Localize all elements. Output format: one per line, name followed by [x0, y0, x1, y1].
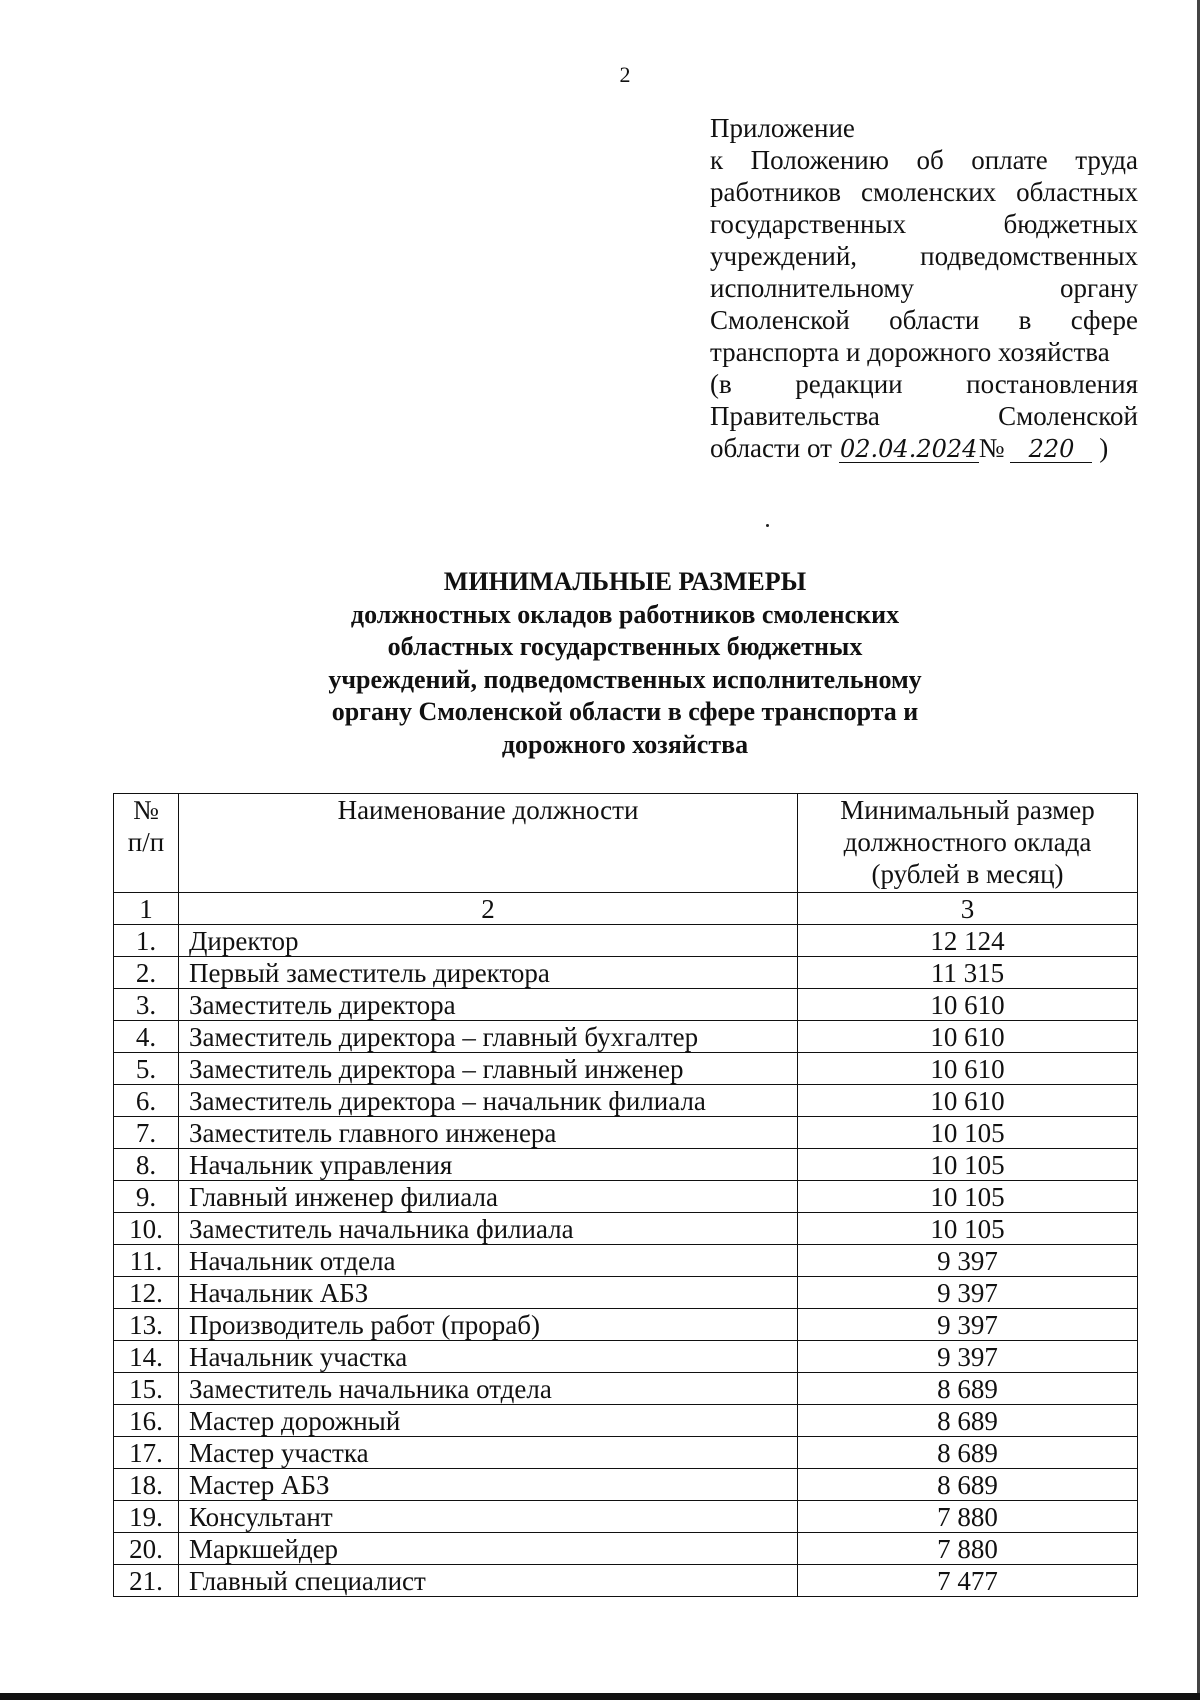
- position-name: Заместитель директора – главный инженер: [179, 1053, 798, 1085]
- appendix-line: к Положению об оплате труда: [710, 145, 1138, 175]
- row-number: 21.: [114, 1565, 179, 1597]
- salary-value: 10 105: [798, 1181, 1138, 1213]
- appendix-line: транспорта и дорожного хозяйства: [710, 337, 1110, 367]
- title-line: дорожного хозяйства: [501, 729, 749, 759]
- salary-value: 10 610: [798, 1021, 1138, 1053]
- table-row: [114, 1565, 1138, 1597]
- row-number: 11.: [114, 1245, 179, 1277]
- salary-value: 8 689: [798, 1373, 1138, 1405]
- position-name: Начальник участка: [179, 1341, 798, 1373]
- salary-value: 9 397: [798, 1309, 1138, 1341]
- position-name: Мастер дорожный: [179, 1405, 798, 1437]
- appendix-line: Приложение: [710, 113, 855, 143]
- table-row: [114, 1469, 1138, 1501]
- salary-value: 9 397: [798, 1341, 1138, 1373]
- appendix-line: Правительства Смоленской: [710, 401, 1138, 431]
- row-number: 6.: [114, 1085, 179, 1117]
- appendix-line: учреждений, подведомственных: [710, 241, 1138, 271]
- table-row: [114, 1149, 1138, 1181]
- row-number: 4.: [114, 1021, 179, 1053]
- position-name: Консультант: [179, 1501, 798, 1533]
- position-name: Начальник управления: [179, 1149, 798, 1181]
- position-name: Заместитель директора – начальник филиала: [179, 1085, 798, 1117]
- header-no: [114, 794, 179, 893]
- appendix-line: работников смоленских областных: [710, 177, 1138, 207]
- row-number: 3.: [114, 989, 179, 1021]
- salary-value: 10 610: [798, 1053, 1138, 1085]
- header-value: [798, 794, 1138, 893]
- closing-paren: ): [1099, 433, 1109, 463]
- table-row: [114, 1341, 1138, 1373]
- salary-value: 8 689: [798, 1469, 1138, 1501]
- appendix-line: исполнительному органу: [710, 273, 1138, 303]
- document-title: [260, 566, 990, 761]
- table-row: [114, 1245, 1138, 1277]
- table-row: [114, 1309, 1138, 1341]
- salary-value: 10 105: [798, 1213, 1138, 1245]
- table-header-row: [114, 794, 1138, 893]
- salary-value: 12 124: [798, 925, 1138, 957]
- position-name: Директор: [179, 925, 798, 957]
- appendix-block: [710, 112, 1138, 464]
- appendix-date-line: [710, 432, 1138, 464]
- appendix-line: Смоленской области в сфере: [710, 305, 1138, 335]
- position-name: Мастер участка: [179, 1437, 798, 1469]
- table-row: [114, 1405, 1138, 1437]
- position-name: Начальник АБЗ: [179, 1277, 798, 1309]
- row-number: 7.: [114, 1117, 179, 1149]
- position-name: Заместитель директора – главный бухгалтер: [179, 1021, 798, 1053]
- salary-value: 10 105: [798, 1149, 1138, 1181]
- salary-value: 10 610: [798, 1085, 1138, 1117]
- table-row: [114, 1373, 1138, 1405]
- row-number: 15.: [114, 1373, 179, 1405]
- table-row: [114, 1277, 1138, 1309]
- position-name: Маркшейдер: [179, 1533, 798, 1565]
- salary-value: 7 880: [798, 1533, 1138, 1565]
- table-row: [114, 1213, 1138, 1245]
- handwritten-date: 02.04.2024: [839, 435, 978, 463]
- row-number: 14.: [114, 1341, 179, 1373]
- salary-table: [113, 793, 1138, 1597]
- salary-value: 10 105: [798, 1117, 1138, 1149]
- row-number: 2.: [114, 957, 179, 989]
- title-line: учреждений, подведомственных исполнительному: [328, 664, 922, 694]
- row-number: 8.: [114, 1149, 179, 1181]
- salary-value: 11 315: [798, 957, 1138, 989]
- table-row: [114, 1181, 1138, 1213]
- table-row: [114, 1021, 1138, 1053]
- row-number: 5.: [114, 1053, 179, 1085]
- row-number: 10.: [114, 1213, 179, 1245]
- number-sign: №: [978, 433, 1005, 463]
- row-number: 1.: [114, 925, 179, 957]
- salary-value: 9 397: [798, 1245, 1138, 1277]
- column-number: 1: [114, 893, 179, 925]
- table-row: [114, 925, 1138, 957]
- column-number-row: [114, 893, 1138, 925]
- column-number: 2: [179, 893, 798, 925]
- header-name: Наименование должности: [179, 794, 798, 893]
- row-number: 17.: [114, 1437, 179, 1469]
- salary-value: 7 880: [798, 1501, 1138, 1533]
- row-number: 20.: [114, 1533, 179, 1565]
- position-name: Заместитель начальника филиала: [179, 1213, 798, 1245]
- salary-value: 9 397: [798, 1277, 1138, 1309]
- position-name: Главный специалист: [179, 1565, 798, 1597]
- row-number: 16.: [114, 1405, 179, 1437]
- position-name: Производитель работ (прораб): [179, 1309, 798, 1341]
- table-row: [114, 1117, 1138, 1149]
- salary-value: 7 477: [798, 1565, 1138, 1597]
- header-no-label: № п/п: [127, 795, 165, 857]
- header-value-label: Минимальный размер должностного оклада (рублей в месяц): [840, 795, 1095, 889]
- table-row: [114, 1501, 1138, 1533]
- row-number: 12.: [114, 1277, 179, 1309]
- table-row: [114, 1053, 1138, 1085]
- table-row: [114, 957, 1138, 989]
- position-name: Заместитель директора: [179, 989, 798, 1021]
- appendix-line: (в редакции постановления: [710, 369, 1138, 399]
- row-number: 18.: [114, 1469, 179, 1501]
- handwritten-number: 220: [1010, 436, 1092, 463]
- salary-value: 8 689: [798, 1405, 1138, 1437]
- title-line: органу Смоленской области в сфере транспорта и: [331, 697, 919, 726]
- position-name: Заместитель начальника отдела: [179, 1373, 798, 1405]
- appendix-line: государственных бюджетных: [710, 209, 1138, 239]
- appendix-date-prefix: области от: [710, 433, 832, 463]
- position-name: Первый заместитель директора: [179, 957, 798, 989]
- row-number: 9.: [114, 1181, 179, 1213]
- row-number: 19.: [114, 1501, 179, 1533]
- position-name: Мастер АБЗ: [179, 1469, 798, 1501]
- position-name: Начальник отдела: [179, 1245, 798, 1277]
- title-line: должностных окладов работников смоленских: [350, 599, 900, 629]
- salary-value: 10 610: [798, 989, 1138, 1021]
- table-row: [114, 1085, 1138, 1117]
- scan-bottom-edge: [0, 1693, 1200, 1700]
- position-name: Заместитель главного инженера: [179, 1117, 798, 1149]
- page-number: 2: [619, 62, 631, 87]
- column-number: 3: [798, 893, 1138, 925]
- title-line: областных государственных бюджетных: [387, 632, 863, 661]
- salary-value: 8 689: [798, 1437, 1138, 1469]
- table-row: [114, 989, 1138, 1021]
- position-name: Главный инженер филиала: [179, 1181, 798, 1213]
- table-row: [114, 1437, 1138, 1469]
- stray-dot: [766, 524, 769, 527]
- title-line: МИНИМАЛЬНЫЕ РАЗМЕРЫ: [443, 567, 807, 596]
- row-number: 13.: [114, 1309, 179, 1341]
- table-row: [114, 1533, 1138, 1565]
